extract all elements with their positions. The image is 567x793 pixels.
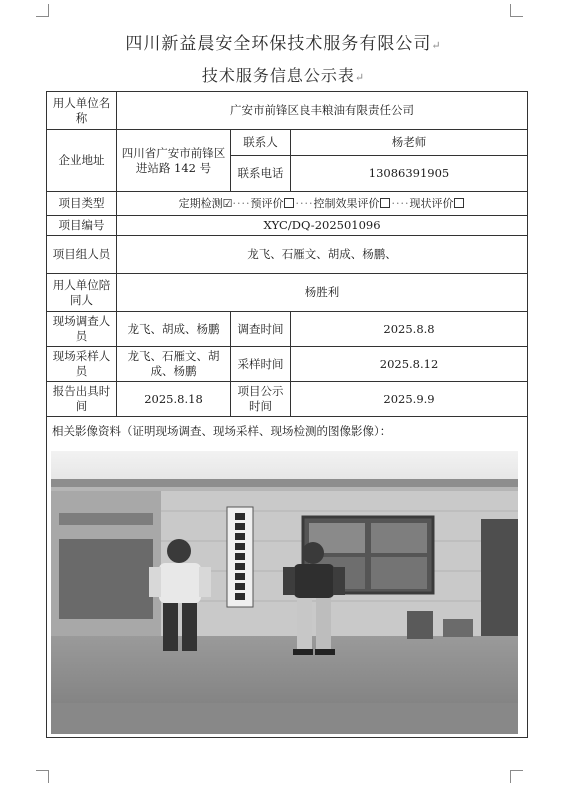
report-date-label: 报告出具时间 xyxy=(47,382,117,417)
site-photo xyxy=(51,451,518,734)
page-corner-mark xyxy=(36,770,49,783)
project-no-label: 项目编号 xyxy=(47,216,117,236)
address-value: 四川省广安市前锋区进站路 142 号 xyxy=(117,130,231,192)
team-value: 龙飞、石雁文、胡成、杨鹏、 xyxy=(117,236,528,274)
sampling-staff-value: 龙飞、石雁文、胡成、杨鹏 xyxy=(117,347,231,382)
survey-staff-value: 龙飞、胡成、杨鹏 xyxy=(117,312,231,347)
sampling-time-value: 2025.8.12 xyxy=(291,347,528,382)
contact-label: 联系人 xyxy=(231,130,291,156)
table-row xyxy=(47,274,528,312)
checkbox-icon[interactable] xyxy=(454,198,464,208)
survey-staff-label: 现场调查人员 xyxy=(47,312,117,347)
checkbox-icon[interactable] xyxy=(284,198,294,208)
publish-time-value: 2025.9.9 xyxy=(291,382,528,417)
page-corner-mark xyxy=(510,770,523,783)
client-label: 用人单位名称 xyxy=(47,92,117,130)
table-row xyxy=(47,216,528,236)
table-row xyxy=(47,312,528,347)
project-no-value: XYC/DQ-202501096 xyxy=(117,216,528,236)
option-pre-assessment: 预评价 xyxy=(250,197,284,210)
table-row xyxy=(47,382,528,417)
company-name-heading: 四川新益晨安全环保技术服务有限公司↵ xyxy=(125,34,442,54)
table-row xyxy=(47,130,528,156)
report-date-value: 2025.8.18 xyxy=(117,382,231,417)
option-control-effect: 控制效果评价 xyxy=(313,197,380,210)
publish-time-label: 项目公示时间 xyxy=(231,382,291,417)
client-value: 广安市前锋区良丰粮油有限责任公司 xyxy=(117,92,528,130)
address-label: 企业地址 xyxy=(47,130,117,192)
page-corner-mark xyxy=(36,4,49,17)
contact-value: 杨老师 xyxy=(291,130,528,156)
table-row xyxy=(47,347,528,382)
phone-value: 13086391905 xyxy=(291,156,528,192)
table-row xyxy=(47,192,528,216)
project-type-label: 项目类型 xyxy=(47,192,117,216)
option-status-assessment: 现状评价 xyxy=(409,197,454,210)
option-periodic: 定期检测 xyxy=(178,197,223,210)
site-photo-illustration xyxy=(51,451,518,734)
table-row xyxy=(47,92,528,130)
sampling-time-label: 采样时间 xyxy=(231,347,291,382)
sampling-staff-label: 现场采样人员 xyxy=(47,347,117,382)
table-row xyxy=(47,236,528,274)
survey-time-value: 2025.8.8 xyxy=(291,312,528,347)
team-label: 项目组人员 xyxy=(47,236,117,274)
checkbox-checked-icon[interactable]: ☑ xyxy=(222,197,233,210)
photo-caption: 相关影像资料（证明现场调查、现场采样、现场检测的图像影像）： xyxy=(52,424,392,438)
escort-value: 杨胜利 xyxy=(117,274,528,312)
project-type-options: 定期检测☑····预评价 ····控制效果评价 ····现状评价 xyxy=(117,192,528,216)
checkbox-icon[interactable] xyxy=(380,198,390,208)
escort-label: 用人单位陪同人 xyxy=(47,274,117,312)
phone-label: 联系电话 xyxy=(231,156,291,192)
page-corner-mark xyxy=(510,4,523,17)
survey-time-label: 调查时间 xyxy=(231,312,291,347)
form-title: 技术服务信息公示表↵ xyxy=(201,66,366,85)
